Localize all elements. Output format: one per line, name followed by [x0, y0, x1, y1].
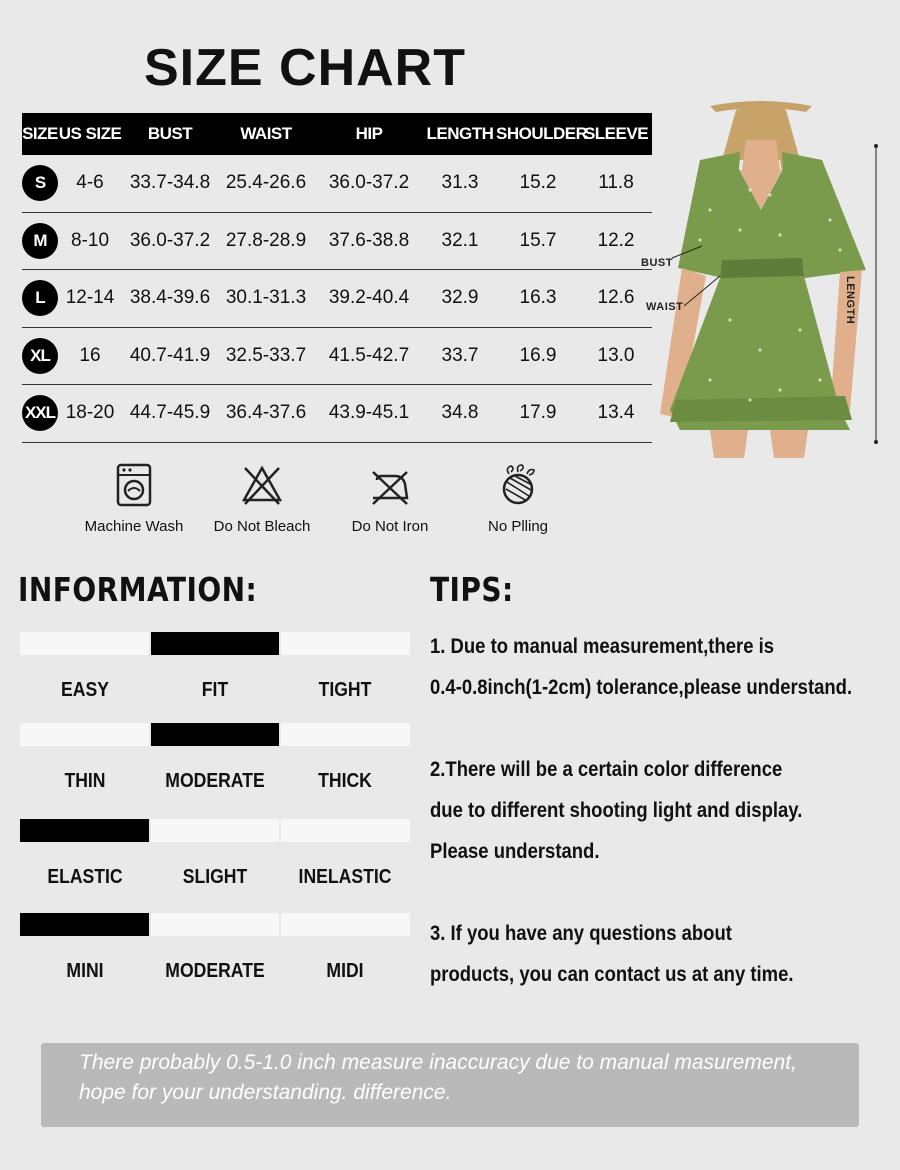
scale-label: MODERATE: [165, 960, 265, 982]
cell-size: [22, 165, 58, 201]
care-label: No Plling: [487, 518, 549, 535]
no-pilling-icon: [497, 462, 539, 508]
tips-title: TIPS:: [430, 570, 514, 609]
info-scale: [20, 913, 410, 983]
cell-length: 31.3: [441, 172, 479, 194]
tip-line: 3. If you have any questions about: [430, 922, 732, 945]
scale-label: THIN: [64, 770, 106, 792]
cell-sleeve: 12.2: [597, 229, 635, 251]
size-table: [22, 113, 652, 443]
cell-bust: 33.7-34.8: [129, 172, 211, 194]
scale-segment: [20, 819, 149, 842]
size-badge: S: [22, 165, 58, 201]
size-badge: L: [22, 280, 58, 316]
care-label: Do Not Iron: [351, 518, 429, 535]
scale-segment: [151, 723, 280, 746]
size-badge: M: [22, 223, 58, 259]
scale-label: EASY: [61, 679, 109, 701]
care-label: Do Not Bleach: [213, 518, 311, 535]
cell-waist: 32.5-33.7: [225, 344, 307, 366]
do-not-iron-icon: [369, 462, 411, 508]
cell-shoulder: 15.7: [519, 229, 557, 251]
scale-segment: [281, 723, 410, 746]
care-machine-wash: [70, 462, 198, 535]
scale-label: SLIGHT: [182, 866, 248, 888]
header-sleeve: SLEEVE: [583, 124, 649, 143]
cell-shoulder: 15.2: [519, 172, 557, 194]
cell-shoulder: 16.9: [519, 344, 557, 366]
scale-segment: [20, 723, 149, 746]
care-do-not-iron: [326, 462, 454, 535]
tip-line: Please understand.: [430, 840, 600, 863]
cell-size: [22, 338, 58, 374]
cell-size: [22, 395, 58, 431]
cell-waist: 36.4-37.6: [225, 402, 307, 424]
cell-hip: 39.2-40.4: [328, 287, 410, 309]
tip-line: due to different shooting light and display.: [430, 799, 803, 822]
size-badge: XXL: [22, 395, 58, 431]
header-hip: HIP: [355, 124, 383, 143]
information-title: INFORMATION:: [18, 570, 258, 609]
header-length: LENGTH: [426, 124, 494, 143]
cell-waist: 27.8-28.9: [225, 229, 307, 251]
cell-sleeve: 13.0: [597, 344, 635, 366]
model-figure: [640, 100, 900, 460]
cell-hip: 41.5-42.7: [328, 344, 410, 366]
waist-label: WAIST: [646, 301, 684, 313]
scale-label: MINI: [66, 960, 104, 982]
cell-bust: 38.4-39.6: [129, 287, 211, 309]
cell-length: 34.8: [441, 402, 479, 424]
scale-segment: [151, 632, 280, 655]
scale-segment: [281, 913, 410, 936]
table-row: [22, 213, 652, 271]
cell-length: 32.9: [441, 287, 479, 309]
scale-label: THICK: [318, 770, 372, 792]
scale-bar: [20, 723, 410, 746]
cell-sleeve: 13.4: [597, 402, 635, 424]
info-scale: [20, 632, 410, 702]
care-do-not-bleach: [198, 462, 326, 535]
header-shoulder: SHOULDER: [496, 124, 588, 143]
tip-line: 0.4-0.8inch(1-2cm) tolerance,please understand.: [430, 676, 853, 699]
cell-waist: 25.4-26.6: [225, 172, 307, 194]
scale-label: MODERATE: [165, 770, 265, 792]
care-no-pilling: [454, 462, 582, 535]
scale-label: INELASTIC: [298, 866, 392, 888]
header-bust: BUST: [147, 124, 193, 143]
cell-us: 12-14: [65, 287, 115, 309]
scale-segment: [151, 913, 280, 936]
cell-us: 18-20: [65, 402, 115, 424]
scale-label: TIGHT: [318, 679, 372, 701]
info-scale: [20, 819, 410, 889]
tip-line: products, you can contact us at any time.: [430, 963, 794, 986]
note-line-2: hope for your understanding. difference.: [79, 1081, 452, 1104]
cell-size: [22, 223, 58, 259]
cell-length: 32.1: [441, 229, 479, 251]
length-label: LENGTH: [844, 276, 856, 325]
scale-segment: [151, 819, 280, 842]
table-row: [22, 328, 652, 386]
tip-line: 2.There will be a certain color difference: [430, 758, 783, 781]
scale-label: FIT: [201, 679, 229, 701]
scale-label: ELASTIC: [47, 866, 123, 888]
cell-shoulder: 17.9: [519, 402, 557, 424]
cell-waist: 30.1-31.3: [225, 287, 307, 309]
cell-hip: 37.6-38.8: [328, 229, 410, 251]
tip-line: 1. Due to manual measurement,there is: [430, 635, 775, 658]
tip-3: [430, 913, 794, 995]
scale-bar: [20, 632, 410, 655]
care-label: Machine Wash: [84, 518, 184, 535]
info-scale: [20, 723, 410, 793]
model-illustration: [640, 100, 900, 460]
scale-segment: [281, 819, 410, 842]
cell-us: 16: [79, 344, 101, 366]
page-title: SIZE CHART: [144, 39, 466, 97]
header-size: SIZE: [22, 124, 58, 143]
scale-segment: [20, 632, 149, 655]
note-line-1: There probably 0.5-1.0 inch measure inaccuracy due to manual masurement,: [79, 1051, 797, 1074]
cell-shoulder: 16.3: [519, 287, 557, 309]
scale-segment: [20, 913, 149, 936]
cell-us: 4-6: [76, 172, 104, 194]
cell-sleeve: 11.8: [598, 172, 634, 194]
tip-1: [430, 626, 852, 708]
bust-label: BUST: [641, 257, 673, 269]
cell-hip: 43.9-45.1: [328, 402, 410, 424]
cell-hip: 36.0-37.2: [328, 172, 410, 194]
scale-segment: [281, 632, 410, 655]
cell-us: 8-10: [70, 229, 110, 251]
care-instructions: [70, 462, 582, 535]
tip-2: [430, 749, 802, 872]
header-us-size: US SIZE: [58, 124, 122, 143]
scale-label: MIDI: [326, 960, 364, 982]
header-waist: WAIST: [240, 124, 292, 143]
scale-bar: [20, 913, 410, 936]
cell-size: [22, 280, 58, 316]
do-not-bleach-icon: [241, 462, 283, 508]
table-header: [22, 113, 652, 155]
cell-bust: 40.7-41.9: [129, 344, 211, 366]
table-row: [22, 385, 652, 443]
cell-bust: 36.0-37.2: [129, 229, 211, 251]
table-row: [22, 155, 652, 213]
size-badge: XL: [22, 338, 58, 374]
machine-wash-icon: [113, 462, 155, 508]
cell-sleeve: 12.6: [597, 287, 635, 309]
cell-bust: 44.7-45.9: [129, 402, 211, 424]
scale-bar: [20, 819, 410, 842]
cell-length: 33.7: [441, 344, 479, 366]
measurement-note: [41, 1043, 859, 1127]
table-row: [22, 270, 652, 328]
